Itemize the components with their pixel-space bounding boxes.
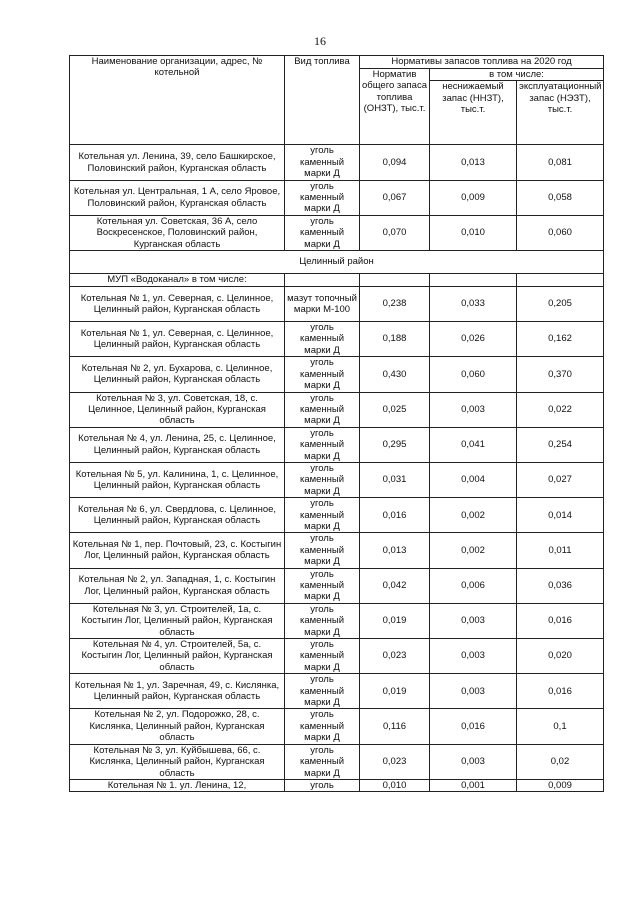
page-number: 16 [314,34,326,48]
cell-fuel: уголь каменный марки Д [285,709,360,744]
cell-nnzt: 0,002 [430,533,517,568]
cell-onzt: 0,013 [360,533,430,568]
cell-onzt: 0,019 [360,674,430,709]
cell-nezt: 0,020 [517,639,604,674]
cell-nnzt: 0,016 [430,709,517,744]
cell-nezt: 0,162 [517,322,604,357]
col-header-onzt: Норматив общего запаса топлива (ОНЗТ), тыс.т. [360,69,430,145]
cell-org: Котельная № 1, пер. Почтовый, 23, с. Костыгин Лог, Целинный район, Курганская область [70,533,285,568]
table-row [70,427,604,462]
cell-fuel: уголь каменный марки Д [285,568,360,603]
cell-nnzt: 0,003 [430,392,517,427]
cell-fuel: уголь каменный марки Д [285,357,360,392]
cell-fuel: уголь каменный марки Д [285,322,360,357]
cell-fuel: уголь каменный марки Д [285,639,360,674]
col-header-org: Наименование организации, адрес, № котельной [70,56,285,145]
table-row [70,744,604,779]
cell-nezt: 0,016 [517,603,604,638]
cell-onzt: 0,023 [360,744,430,779]
table-row [70,145,604,180]
cell-nnzt: 0,006 [430,568,517,603]
table-row [70,533,604,568]
cell-nnzt: 0,002 [430,498,517,533]
table-row [70,287,604,322]
blank-cell [360,274,430,287]
cell-onzt: 0,042 [360,568,430,603]
blank-cell [517,274,604,287]
table-row [70,462,604,497]
cell-org: Котельная № 3, ул. Строителей, 1а, с. Костыгин Лог, Целинный район, Курганская область [70,603,285,638]
cell-org: Котельная № 5, ул. Калинина, 1, с. Целинное, Целинный район, Курганская область [70,462,285,497]
cell-fuel: мазут топочный марки М-100 [285,287,360,322]
cell-onzt: 0,019 [360,603,430,638]
cell-onzt: 0,067 [360,180,430,215]
cell-org: Котельная № 3, ул. Советская, 18, с. Целинное, Целинный район, Курганская область [70,392,285,427]
cell-onzt: 0,070 [360,215,430,250]
cell-org: Котельная № 3, ул. Куйбышева, 66, с. Кислянка, Целинный район, Курганская область [70,744,285,779]
table-row [70,180,604,215]
cell-onzt: 0,295 [360,427,430,462]
col-header-nnzt: неснижаемый запас (ННЗТ), тыс.т. [430,81,517,145]
table-row [70,603,604,638]
cell-onzt: 0,238 [360,287,430,322]
cell-org: Котельная ул. Ленина, 39, село Башкирское, Половинский район, Курганская область [70,145,285,180]
subsection-title: МУП «Водоканал» в том числе: [70,274,285,287]
cell-nnzt: 0,003 [430,744,517,779]
cell-nnzt: 0,003 [430,674,517,709]
cell-fuel: уголь каменный марки Д [285,744,360,779]
cell-fuel: уголь каменный марки Д [285,603,360,638]
cell-nnzt: 0,013 [430,145,517,180]
cell-org: Котельная № 2, ул. Западная, 1, с. Костыгин Лог, Целинный район, Курганская область [70,568,285,603]
cell-fuel: уголь каменный марки Д [285,427,360,462]
cell-fuel: уголь каменный марки Д [285,462,360,497]
cell-nezt: 0,058 [517,180,604,215]
blank-cell [430,274,517,287]
table-row [70,779,604,791]
cell-nnzt: 0,041 [430,427,517,462]
cell-onzt: 0,010 [360,779,430,791]
table-row [70,498,604,533]
cell-nezt: 0,016 [517,674,604,709]
cell-nezt: 0,060 [517,215,604,250]
col-header-including: в том числе: [430,69,604,81]
cell-fuel: уголь каменный марки Д [285,145,360,180]
fuel-reserve-table [69,55,604,792]
cell-nezt: 0,1 [517,709,604,744]
cell-nezt: 0,254 [517,427,604,462]
cell-fuel: уголь каменный марки Д [285,498,360,533]
cell-fuel: уголь каменный марки Д [285,674,360,709]
cell-nezt: 0,014 [517,498,604,533]
table-row [70,322,604,357]
cell-nezt: 0,02 [517,744,604,779]
cell-fuel: уголь [285,779,360,791]
section-title: Целинный район [70,251,604,274]
cell-nezt: 0,205 [517,287,604,322]
cell-nezt: 0,011 [517,533,604,568]
cell-onzt: 0,188 [360,322,430,357]
cell-fuel: уголь каменный марки Д [285,180,360,215]
col-header-fuel: Вид топлива [285,56,360,145]
cell-org: Котельная ул. Центральная, 1 А, село Яровое, Половинский район, Курганская область [70,180,285,215]
col-header-norms: Нормативы запасов топлива на 2020 год [360,56,604,69]
cell-org: Котельная № 2, ул. Подорожко, 28, с. Кислянка, Целинный район, Курганская область [70,709,285,744]
cell-org: Котельная № 1. ул. Ленина, 12, [70,779,285,791]
cell-fuel: уголь каменный марки Д [285,392,360,427]
table-row [70,709,604,744]
table-row [70,568,604,603]
cell-nezt: 0,009 [517,779,604,791]
cell-org: Котельная ул. Советская, 36 А, село Воскресенское, Половинский район, Курганская область [70,215,285,250]
cell-nnzt: 0,060 [430,357,517,392]
cell-fuel: уголь каменный марки Д [285,533,360,568]
cell-onzt: 0,116 [360,709,430,744]
cell-onzt: 0,031 [360,462,430,497]
cell-fuel: уголь каменный марки Д [285,215,360,250]
blank-cell [285,274,360,287]
cell-nezt: 0,022 [517,392,604,427]
table-row [70,392,604,427]
cell-org: Котельная № 6, ул. Свердлова, с. Целинное, Целинный район, Курганская область [70,498,285,533]
cell-nnzt: 0,003 [430,639,517,674]
cell-nnzt: 0,010 [430,215,517,250]
cell-nezt: 0,036 [517,568,604,603]
cell-nezt: 0,370 [517,357,604,392]
cell-org: Котельная № 1, ул. Северная, с. Целинное, Целинный район, Курганская область [70,287,285,322]
cell-onzt: 0,430 [360,357,430,392]
cell-org: Котельная № 4, ул. Строителей, 5а, с. Костыгин Лог, Целинный район, Курганская область [70,639,285,674]
cell-org: Котельная № 4, ул. Ленина, 25, с. Целинное, Целинный район, Курганская область [70,427,285,462]
cell-org: Котельная № 1, ул. Северная, с. Целинное, Целинный район, Курганская область [70,322,285,357]
table-row [70,357,604,392]
col-header-nezt: эксплуатационный запас (НЭЗТ), тыс.т. [517,81,604,145]
table-row [70,639,604,674]
table-row [70,674,604,709]
cell-onzt: 0,016 [360,498,430,533]
cell-nnzt: 0,009 [430,180,517,215]
cell-nnzt: 0,003 [430,603,517,638]
cell-org: Котельная № 2, ул. Бухарова, с. Целинное, Целинный район, Курганская область [70,357,285,392]
cell-nnzt: 0,001 [430,779,517,791]
cell-onzt: 0,023 [360,639,430,674]
cell-org: Котельная № 1, ул. Заречная, 49, с. Кислянка, Целинный район, Курганская область [70,674,285,709]
table-row [70,215,604,250]
cell-nnzt: 0,033 [430,287,517,322]
cell-onzt: 0,094 [360,145,430,180]
cell-onzt: 0,025 [360,392,430,427]
cell-nezt: 0,027 [517,462,604,497]
cell-nezt: 0,081 [517,145,604,180]
cell-nnzt: 0,026 [430,322,517,357]
cell-nnzt: 0,004 [430,462,517,497]
